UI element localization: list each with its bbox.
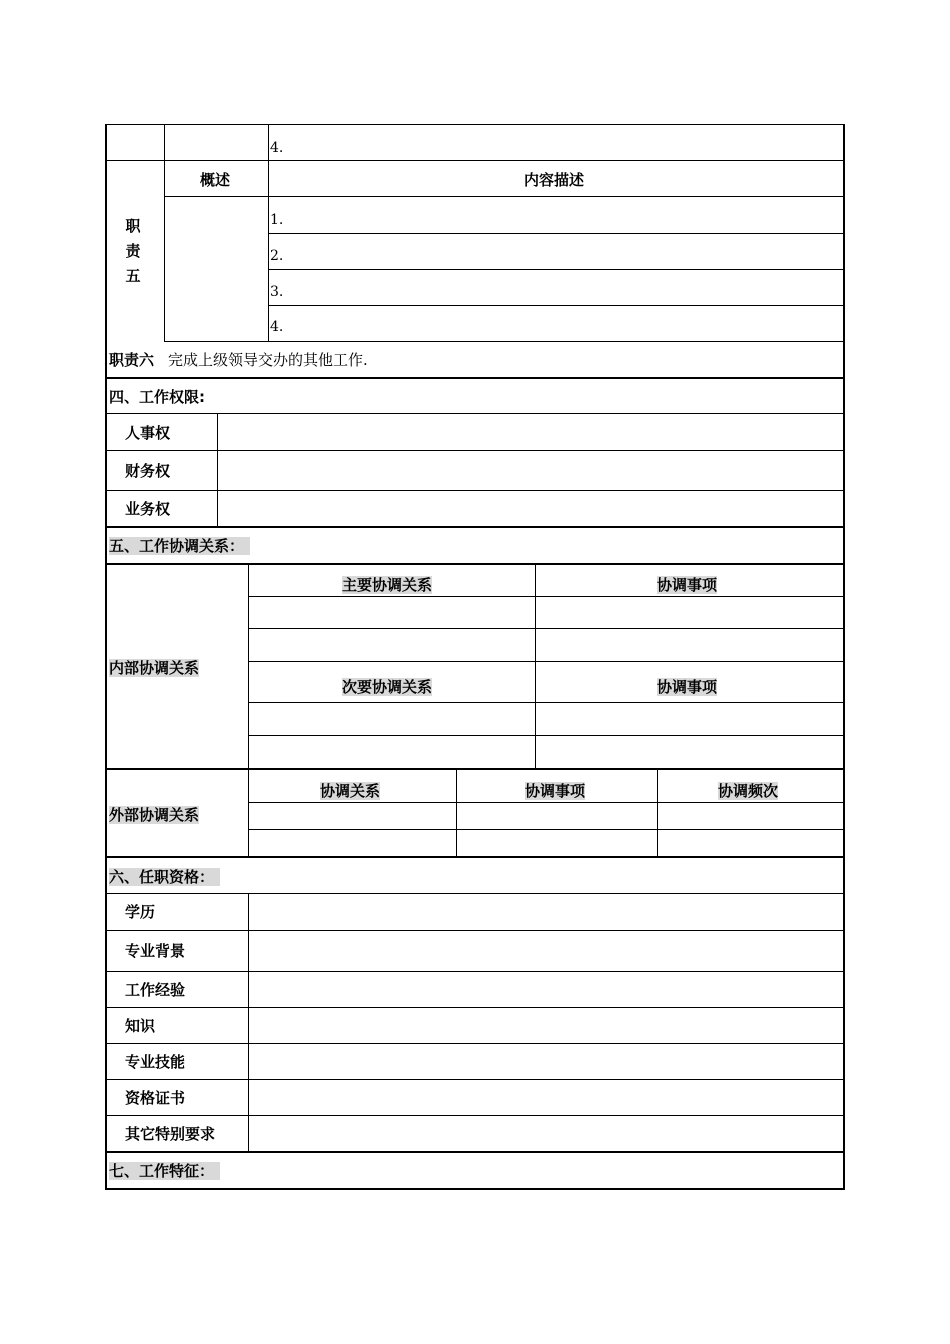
authority-personnel: 人事权 (125, 424, 171, 442)
frame-top (105, 124, 845, 125)
header-content: 内容描述 (524, 171, 585, 189)
duty6-text: 完成上级领导交办的其他工作. (168, 351, 368, 369)
duty5-item-1: 1. (270, 212, 284, 228)
section-qualifications-title: 六、任职资格： (109, 868, 220, 886)
qual-major: 专业背景 (125, 942, 186, 960)
frame-bottom (105, 1188, 845, 1190)
frame-right (843, 124, 845, 1190)
duty6-label: 职责六 (109, 351, 155, 369)
authority-finance: 财务权 (125, 462, 171, 480)
duty5-label-char: 五 (125, 267, 141, 285)
frame-left (105, 124, 107, 1190)
secondary-coordination-header: 次要协调关系 (342, 678, 433, 696)
prev-duty-item-4: 4. (270, 140, 284, 156)
authority-business: 业务权 (125, 500, 171, 518)
duty5-item-4: 4. (270, 319, 284, 335)
external-coordination-label: 外部协调关系 (109, 806, 200, 824)
qual-certificates: 资格证书 (125, 1089, 186, 1107)
qual-education: 学历 (125, 903, 156, 921)
qual-other-requirements: 其它特别要求 (125, 1125, 216, 1143)
ext-header-frequency: 协调频次 (718, 782, 779, 800)
secondary-matter-header: 协调事项 (657, 678, 718, 696)
primary-matter-header: 协调事项 (657, 576, 718, 594)
section-coordination-title: 五、工作协调关系： (109, 537, 250, 555)
qual-skills: 专业技能 (125, 1053, 186, 1071)
primary-coordination-header: 主要协调关系 (342, 576, 433, 594)
internal-coordination-label: 内部协调关系 (109, 659, 200, 677)
section-authority-title: 四、工作权限: (109, 388, 205, 406)
section-features-title: 七、工作特征： (109, 1162, 220, 1180)
ext-header-matter: 协调事项 (525, 782, 586, 800)
duty5-item-3: 3. (270, 284, 284, 300)
duty5-label-char: 职 (125, 217, 141, 235)
duty5-label-char: 责 (125, 242, 141, 260)
ext-header-relation: 协调关系 (320, 782, 381, 800)
qual-experience: 工作经验 (125, 981, 186, 999)
duty5-item-2: 2. (270, 248, 284, 264)
qual-knowledge: 知识 (125, 1017, 156, 1035)
header-summary: 概述 (200, 171, 231, 189)
